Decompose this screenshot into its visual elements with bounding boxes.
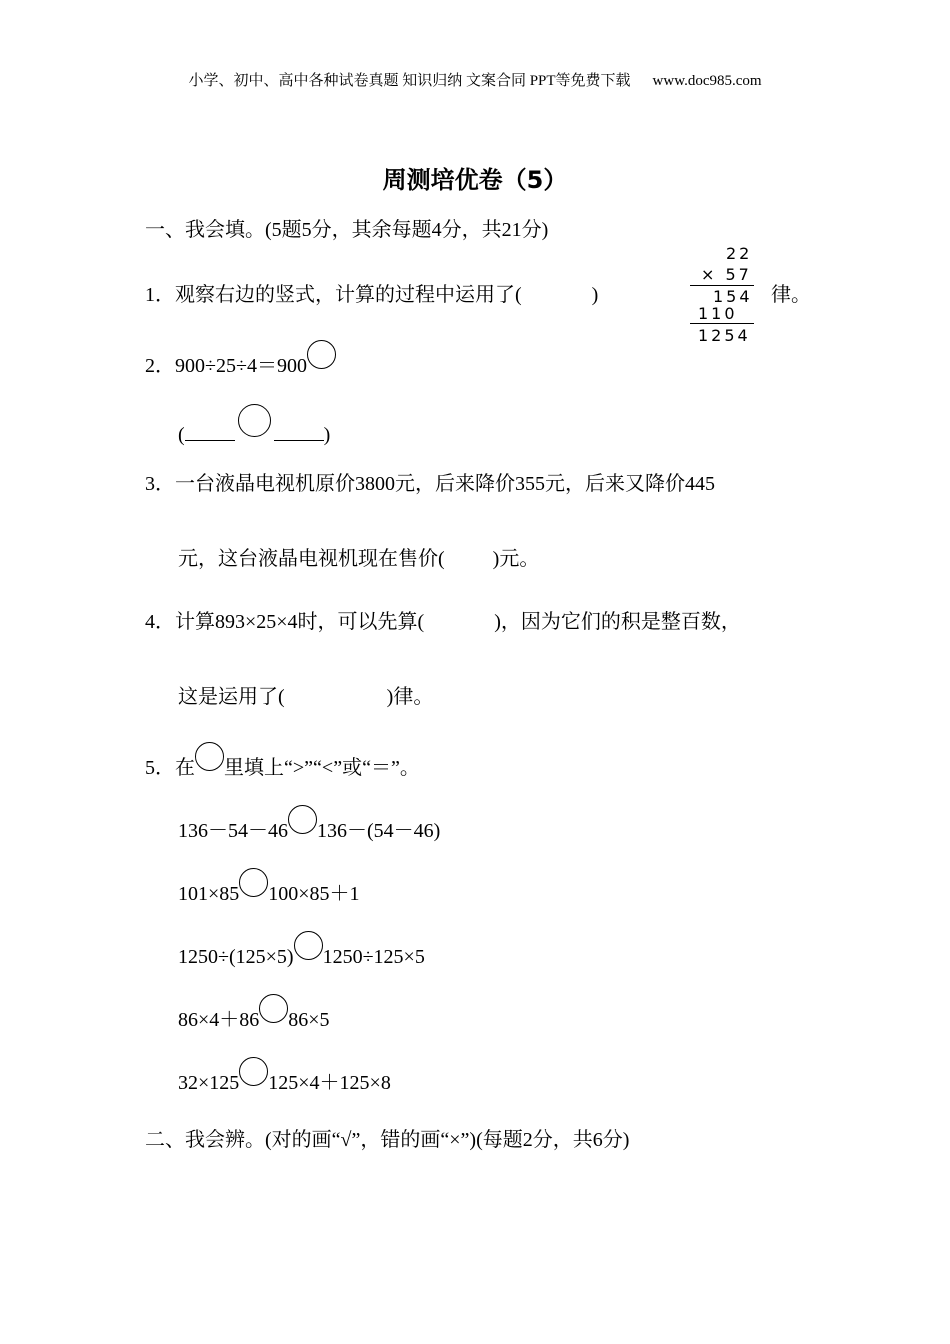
q1-tail: 律。 — [771, 284, 811, 306]
q5-compare-circle[interactable] — [239, 868, 268, 897]
q2-open-paren: ( — [178, 424, 185, 446]
vertical-row-2: × 57 — [701, 265, 752, 284]
q3-line-2 — [178, 542, 539, 571]
q5-example-circle — [195, 742, 224, 771]
q5-lead-text: 在 — [175, 757, 195, 779]
q4-line-2-tail: )律。 — [386, 686, 434, 708]
q4-line-1-tail: )，因为它们的积是整百数， — [494, 611, 741, 633]
page-title: 周测培优卷（5） — [382, 166, 568, 194]
q4-number: 4． — [145, 611, 175, 633]
q1-close-paren: ) — [591, 284, 599, 306]
q2-blank-left[interactable] — [185, 422, 235, 441]
q2-close-paren: ) — [323, 424, 331, 446]
q5-item — [178, 868, 360, 906]
q2-operator-circle[interactable] — [307, 340, 336, 369]
q4-line-2-text: 这是运用了( — [178, 686, 285, 708]
header-text: 小学、初中、高中各种试卷真题 知识归纳 文案合同 PPT等免费下载 — [188, 73, 631, 89]
vertical-rule-1 — [690, 285, 754, 286]
q5-item-right: 86×5 — [288, 1009, 330, 1031]
q5-item-left: 136－54－46 — [178, 820, 288, 842]
question-1 — [145, 278, 598, 307]
q5-compare-circle[interactable] — [259, 994, 288, 1023]
vertical-row-1: 22 — [726, 244, 753, 263]
q5-item-left: 101×85 — [178, 883, 240, 905]
q2-number: 2． — [145, 355, 175, 377]
q4-line-2 — [178, 680, 433, 709]
vertical-row-5: 1254 — [698, 326, 751, 345]
q5-item — [178, 805, 440, 843]
q3-number: 3． — [145, 473, 175, 495]
q5-compare-circle[interactable] — [288, 805, 317, 834]
q3-line-2-tail: )元。 — [492, 548, 540, 570]
q2-answer-line — [178, 404, 330, 447]
q2-answer-circle[interactable] — [238, 404, 271, 437]
q5-item-right: 136－(54－46) — [317, 820, 441, 842]
q5-item — [178, 994, 330, 1032]
q3-line-2-text: 元，这台液晶电视机现在售价( — [178, 548, 445, 570]
q4-line-1-text: 计算893×25×4时，可以先算( — [175, 611, 425, 633]
question-3 — [145, 467, 715, 496]
q1-number: 1． — [145, 284, 175, 306]
q5-number: 5． — [145, 757, 175, 779]
q1-text: 观察右边的竖式，计算的过程中运用了( — [175, 284, 522, 306]
vertical-rule-2 — [690, 323, 754, 324]
q5-compare-circle[interactable] — [239, 1057, 268, 1086]
question-4 — [145, 605, 741, 634]
question-2 — [145, 340, 336, 378]
q5-item — [178, 931, 425, 969]
q5-item-right: 100×85＋1 — [268, 883, 360, 905]
q2-expression: 900÷25÷4＝900 — [175, 355, 307, 377]
q5-item-left: 86×4＋86 — [178, 1009, 260, 1031]
q5-item-right: 125×4＋125×8 — [268, 1072, 391, 1094]
question-5 — [145, 742, 420, 780]
q5-item-right: 1250÷125×5 — [322, 946, 425, 968]
q3-line-1: 一台液晶电视机原价3800元，后来降价355元，后来又降价445 — [175, 473, 715, 495]
q5-item-left: 1250÷(125×5) — [178, 946, 294, 968]
header-site-link[interactable]: www.doc985.com — [652, 73, 762, 89]
q5-item-left: 32×125 — [178, 1072, 240, 1094]
q5-lead-tail: 里填上“>”“<”或“＝”。 — [224, 757, 420, 779]
section1-heading: 一、我会填。(5题5分，其余每题4分，共21分) — [145, 219, 549, 241]
page-header — [0, 69, 950, 90]
q2-blank-right[interactable] — [274, 422, 324, 441]
q5-compare-circle[interactable] — [294, 931, 323, 960]
vertical-row-4: 110 — [698, 304, 738, 323]
vertical-row-3: 154 — [713, 287, 753, 306]
q5-item — [178, 1057, 391, 1095]
section2-heading: 二、我会辨。(对的画“√”，错的画“×”)(每题2分，共6分) — [145, 1129, 630, 1151]
